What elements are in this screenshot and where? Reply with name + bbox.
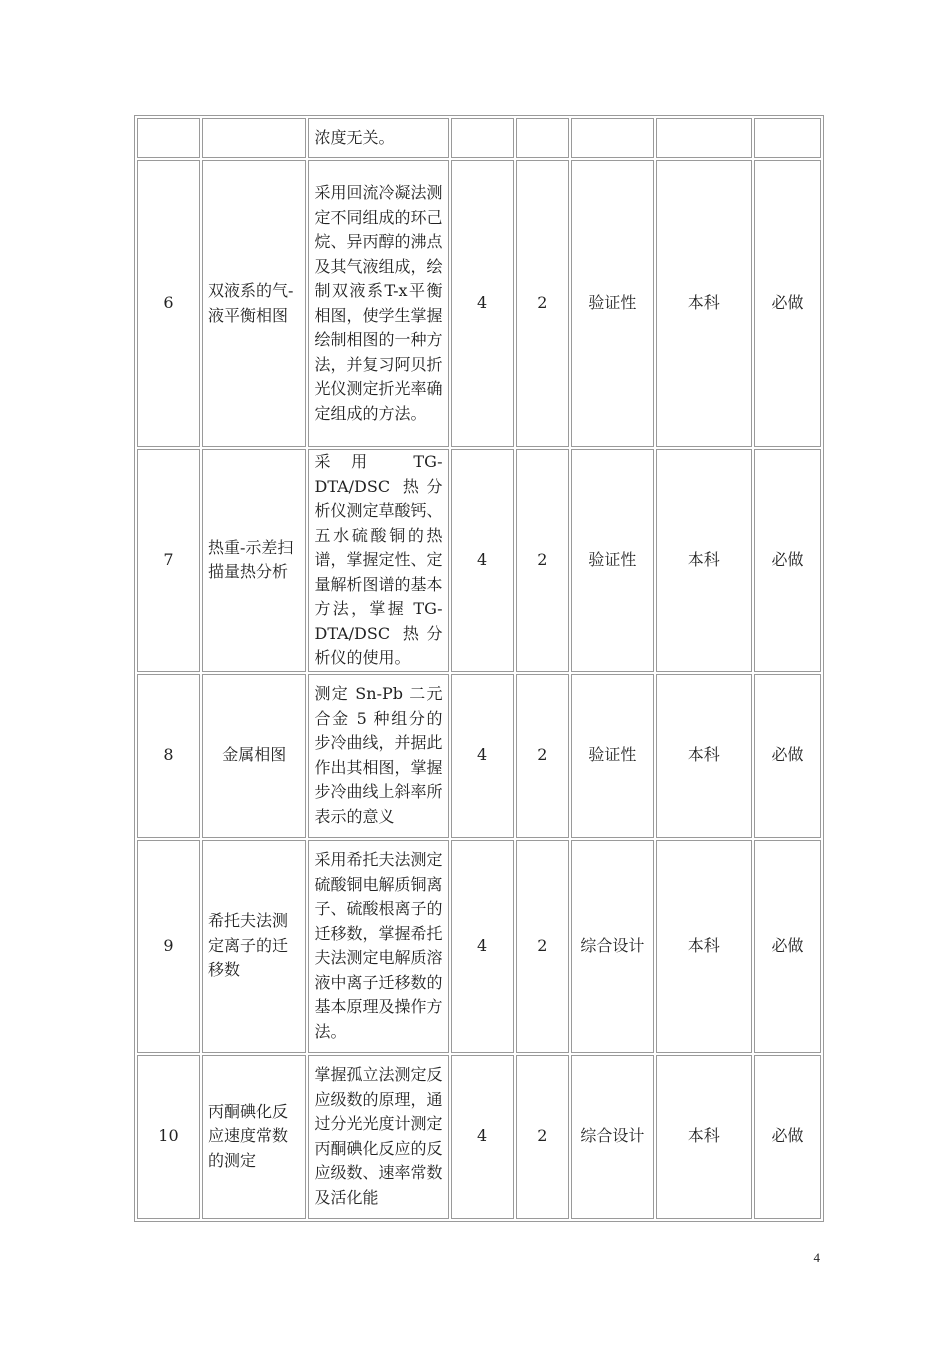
- experiment-name: 双液系的气-液平衡相图: [202, 160, 307, 447]
- experiment-level: 本科: [656, 160, 752, 447]
- experiment-content: 测定 Sn-Pb 二元合金 5 种组分的步冷曲线，并据此作出其相图，掌握步冷曲线上斜率所表示的意义: [308, 674, 448, 838]
- experiment-content: 采用 TG-DTA/DSC 热分析仪测定草酸钙、五水硫酸铜的热谱，掌握定性、定量解析图谱的基本方法，掌握 TG-DTA/DSC 热分析仪的使用。: [308, 449, 448, 672]
- table-row: [137, 449, 821, 672]
- experiment-group-size: [516, 118, 570, 158]
- experiment-group-size: 2: [516, 840, 570, 1053]
- table-row: [137, 1055, 821, 1219]
- experiment-requirement: 必做: [754, 160, 821, 447]
- experiment-requirement: 必做: [754, 1055, 821, 1219]
- experiment-name: [202, 118, 307, 158]
- experiment-type: 综合设计: [571, 840, 653, 1053]
- table-row: [137, 674, 821, 838]
- experiment-group-size: 2: [516, 160, 570, 447]
- experiment-level: 本科: [656, 449, 752, 672]
- table-row: [137, 840, 821, 1053]
- experiment-type: 验证性: [571, 674, 653, 838]
- experiment-requirement: 必做: [754, 674, 821, 838]
- experiment-number: 10: [137, 1055, 200, 1219]
- experiment-hours: 4: [451, 1055, 514, 1219]
- experiment-hours: [451, 118, 514, 158]
- experiment-content: 采用回流冷凝法测定不同组成的环己烷、异丙醇的沸点及其气液组成，绘制双液系T-x平衡相图，使学生掌握绘制相图的一种方法，并复习阿贝折光仪测定折光率确定组成的方法。: [308, 160, 448, 447]
- experiment-type: [571, 118, 653, 158]
- experiment-number: [137, 118, 200, 158]
- experiment-requirement: 必做: [754, 449, 821, 672]
- table-row: [137, 118, 821, 158]
- experiment-type: 验证性: [571, 160, 653, 447]
- experiment-name: 丙酮碘化反应速度常数的测定: [202, 1055, 307, 1219]
- experiment-level: 本科: [656, 1055, 752, 1219]
- experiment-number: 6: [137, 160, 200, 447]
- experiment-name: 热重-示差扫描量热分析: [202, 449, 307, 672]
- experiment-group-size: 2: [516, 1055, 570, 1219]
- page-number: 4: [813, 1250, 820, 1265]
- experiment-content: 采用希托夫法测定硫酸铜电解质铜离子、硫酸根离子的迁移数，掌握希托夫法测定电解质溶液中离子迁移数的基本原理及操作方法。: [308, 840, 448, 1053]
- experiment-level: 本科: [656, 674, 752, 838]
- experiment-group-size: 2: [516, 674, 570, 838]
- experiment-content: 浓度无关。: [308, 118, 448, 158]
- experiment-name: 希托夫法测定离子的迁移数: [202, 840, 307, 1053]
- experiment-requirement: [754, 118, 821, 158]
- experiment-hours: 4: [451, 449, 514, 672]
- experiment-level: 本科: [656, 840, 752, 1053]
- experiment-type: 验证性: [571, 449, 653, 672]
- experiment-hours: 4: [451, 840, 514, 1053]
- experiment-group-size: 2: [516, 449, 570, 672]
- experiment-content: 掌握孤立法测定反应级数的原理，通过分光光度计测定丙酮碘化反应的反应级数、速率常数及活化能: [308, 1055, 448, 1219]
- experiment-hours: 4: [451, 674, 514, 838]
- experiment-name: 金属相图: [202, 674, 307, 838]
- experiment-type: 综合设计: [571, 1055, 653, 1219]
- experiment-hours: 4: [451, 160, 514, 447]
- experiment-number: 9: [137, 840, 200, 1053]
- experiment-level: [656, 118, 752, 158]
- experiment-number: 7: [137, 449, 200, 672]
- experiment-table: [134, 115, 824, 1222]
- table-row: [137, 160, 821, 447]
- experiment-number: 8: [137, 674, 200, 838]
- experiment-requirement: 必做: [754, 840, 821, 1053]
